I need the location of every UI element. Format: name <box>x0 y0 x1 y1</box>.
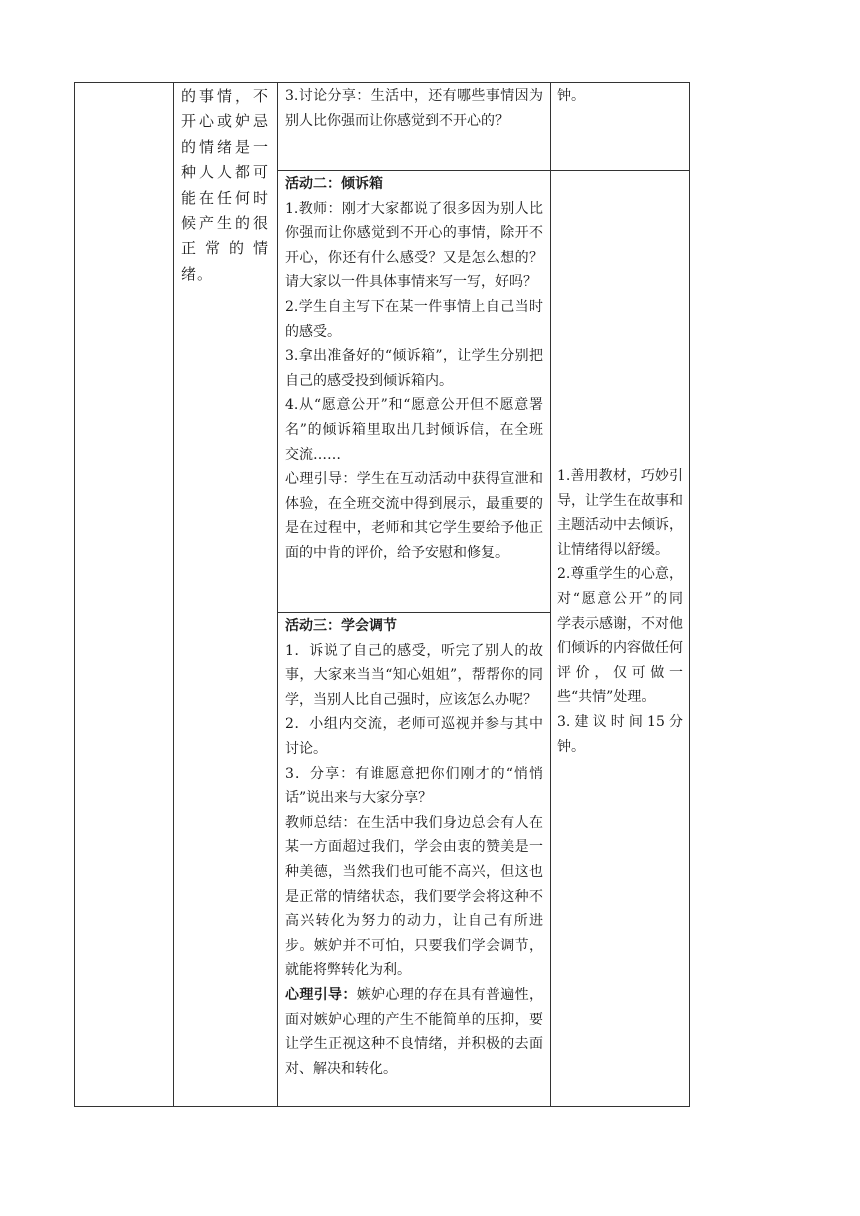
guide-text: 嫉妒心理的存在具有普遍性，面对嫉妒心理的产生不能简单的压抑，要让学生正视这种不良情绪，并积极的去面对、解决和转化。 <box>285 986 544 1077</box>
row-divider-2 <box>277 612 550 613</box>
objective-cell <box>181 84 269 287</box>
time-note-text: 钟。 <box>557 88 585 104</box>
activity-two-title: 活动二：倾诉箱 <box>285 176 383 192</box>
activity-two-step-4: 4.从“愿意公开”和“愿意公开但不愿意署名”的倾诉箱里取出几封倾诉信，在全班交流…… <box>285 397 543 463</box>
table-border-top <box>74 82 690 83</box>
table-border-left <box>74 82 75 1107</box>
activity-three-cell <box>285 614 543 1081</box>
table-border-bottom <box>74 1106 690 1107</box>
activity-three-guide <box>285 983 543 1081</box>
table-border-right <box>689 82 690 1107</box>
discussion-cell <box>285 84 543 133</box>
time-note-cell <box>557 84 683 109</box>
column-divider-3 <box>550 82 551 1107</box>
activity-two-step-3: 3.拿出准备好的“倾诉箱”，让学生分别把自己的感受投到倾诉箱内。 <box>285 348 543 389</box>
column-divider-1 <box>173 82 174 1107</box>
guide-label: 心理引导： <box>285 986 357 1003</box>
activity-three-step-3: 3．分享：有谁愿意把你们刚才的“悄悄话”说出来与大家分享？ <box>285 765 543 807</box>
activity-two-guide: 心理引导：学生在互动活动中获得宣泄和体验，在全班交流中得到展示，最重要的是在过程中，老师和其它学生要给予他正面的中肯的评价，给予安慰和修复。 <box>285 471 543 561</box>
design-note-3: 3.建议时间15分钟。 <box>557 713 683 755</box>
design-note-2: 2.尊重学生的心意，对“愿意公开”的同学表示感谢，不对他们倾诉的内容做任何评价，仅可做一些“共情”处理。 <box>557 566 683 706</box>
activity-three-title: 活动三：学会调节 <box>285 618 397 634</box>
design-note-1: 1.善用教材，巧妙引导，让学生在故事和主题活动中去倾诉，让情绪得以舒缓。 <box>557 468 683 558</box>
design-notes-cell <box>557 464 683 759</box>
activity-three-step-1: 1．诉说了自己的感受，听完了别人的故事，大家来当当“知心姐姐”，帮帮你的同学，当别人比自己强时，应该怎么办呢？ <box>285 642 543 708</box>
activity-two-cell <box>285 172 543 566</box>
teacher-summary: 教师总结：在生活中我们身边总会有人在某一方面超过我们，学会由衷的赞美是一种美德，当然我们也可能不高兴，但这也是正常的情绪状态，我们要学会将这种不高兴转化为努力的动力，让自己有所进步。嫉妒并不可怕，只要我们学会调节，就能将弊转化为利。 <box>285 814 543 979</box>
activity-three-step-2: 2．小组内交流，老师可巡视并参与其中讨论。 <box>285 716 543 757</box>
activity-two-step-1: 1.教师：刚才大家都说了很多因为别人比你强而让你感觉到不开心的事情，除开不开心，你还有什么感受？又是怎么想的？请大家以一件具体事情来写一写，好吗？ <box>285 200 543 291</box>
objective-text: 的事情，不开心或妒忌的情绪是一种人人都可能在任何时候产生的很正常的情绪。 <box>181 87 269 283</box>
discussion-text: 3.讨论分享：生活中，还有哪些事情因为别人比你强而让你感觉到不开心的？ <box>285 88 543 129</box>
column-divider-2 <box>277 82 278 1107</box>
row-divider-1 <box>277 170 690 171</box>
activity-two-step-2: 2.学生自主写下在某一件事情上自己当时的感受。 <box>285 298 543 340</box>
